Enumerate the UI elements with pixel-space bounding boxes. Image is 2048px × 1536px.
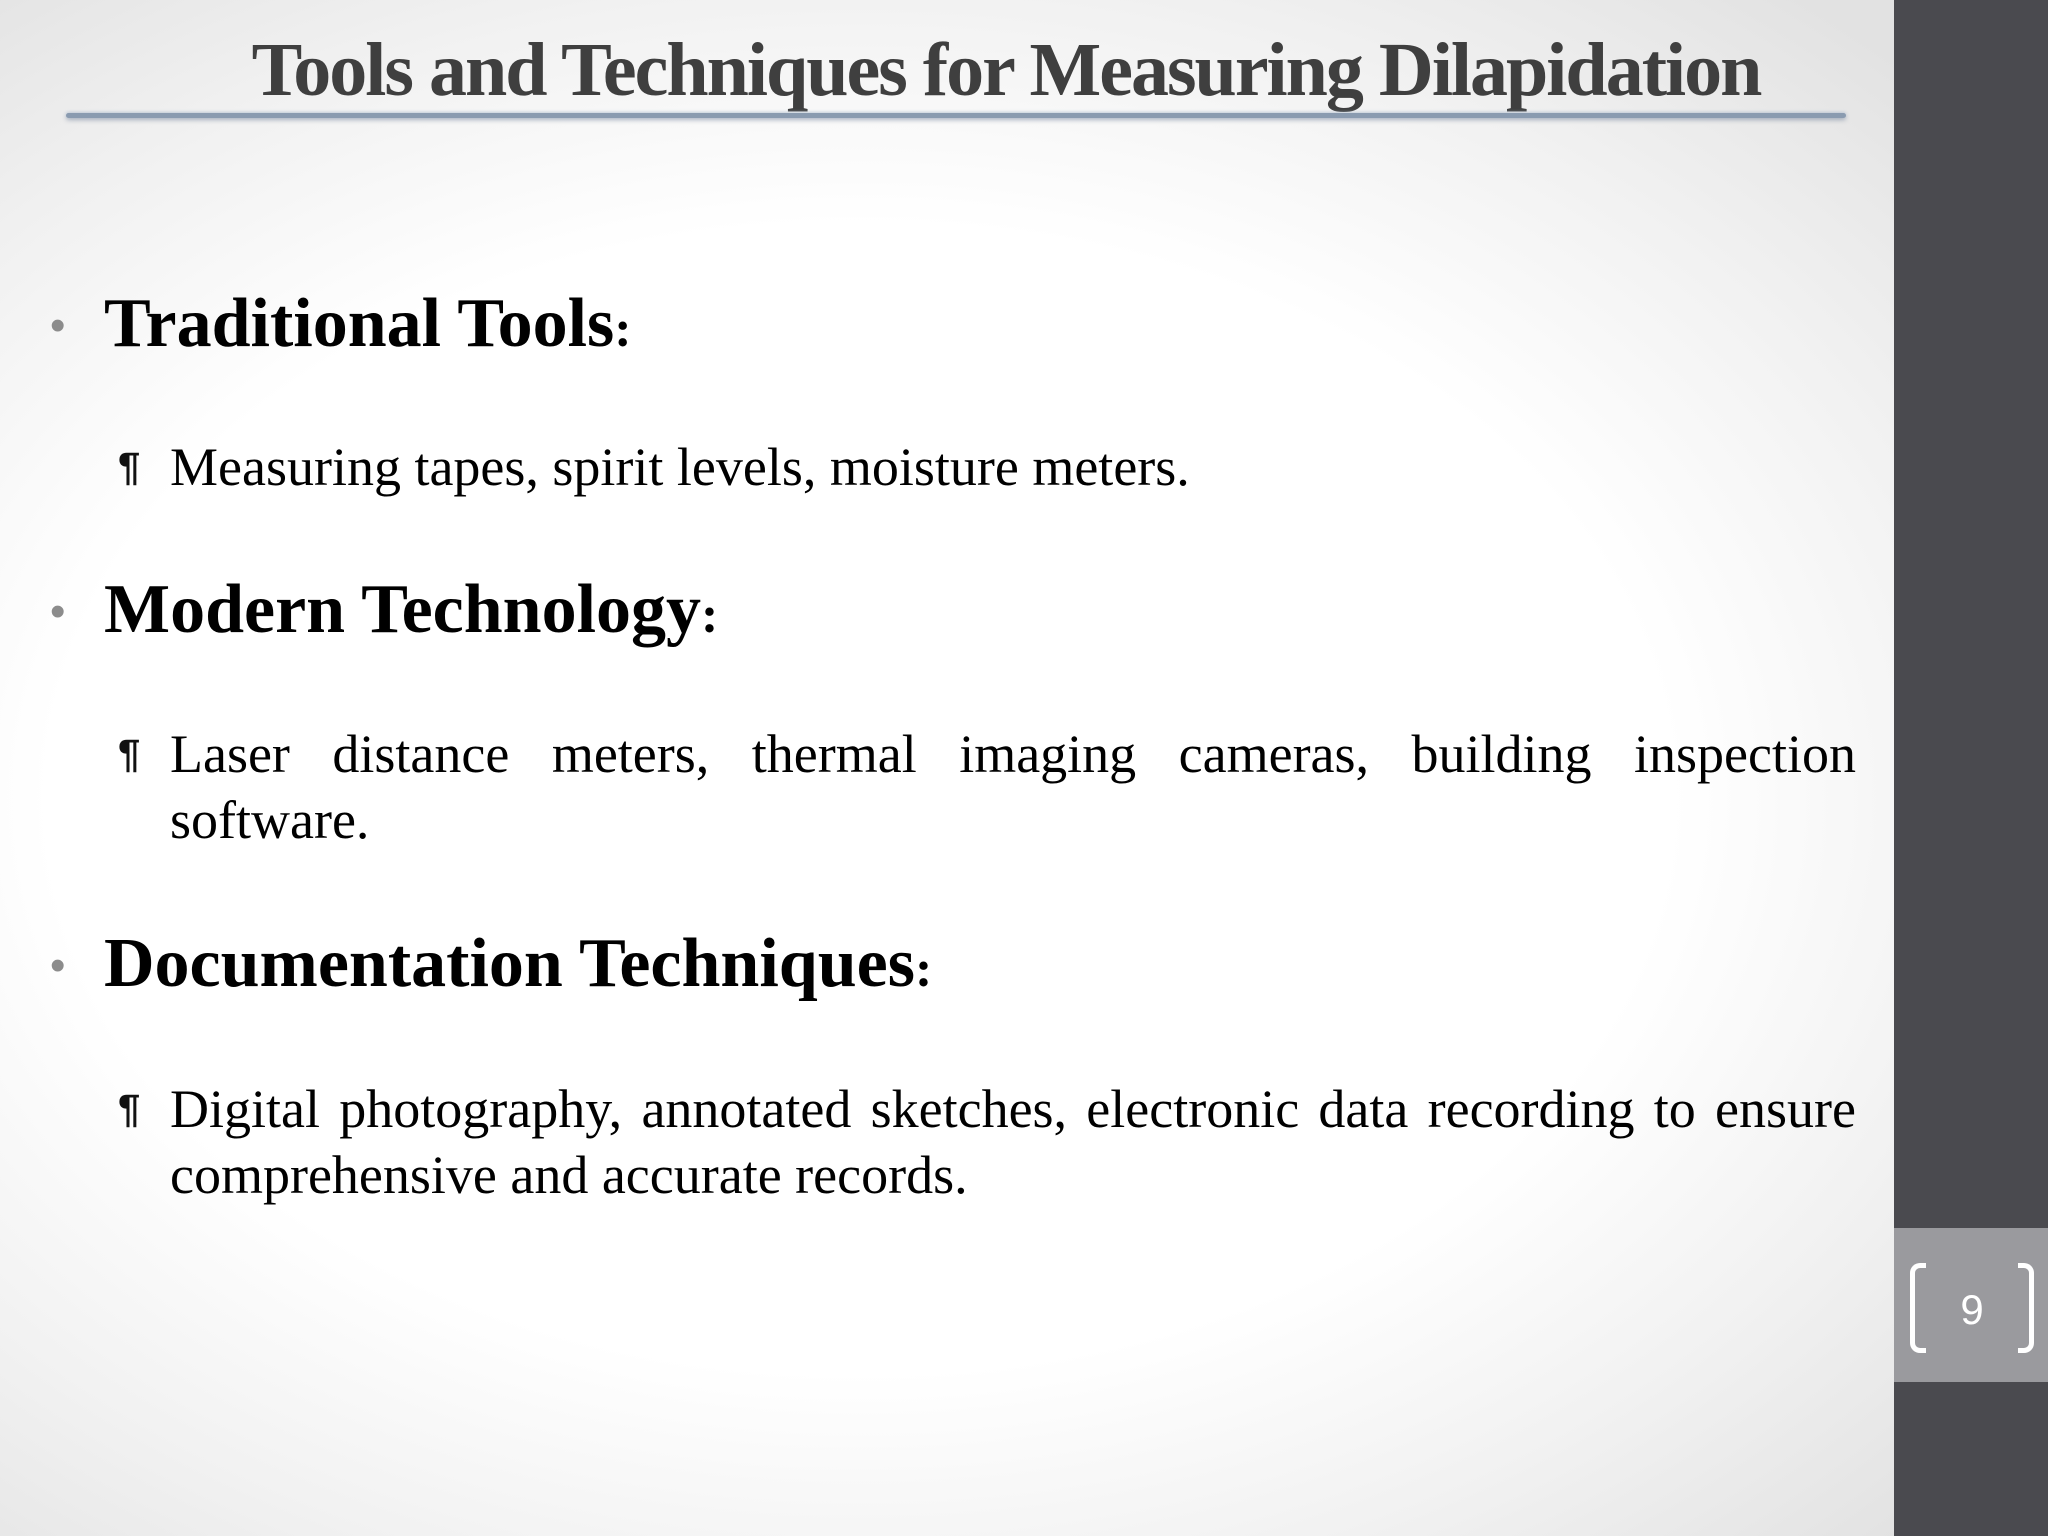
heading-text: Documentation Techniques (104, 925, 915, 1002)
heading-colon: : (914, 941, 933, 998)
heading-text: Traditional Tools (104, 285, 615, 362)
title-underline (66, 113, 1846, 118)
section-heading-documentation-techniques (104, 924, 932, 1010)
heading-colon: : (701, 587, 719, 644)
section-detail-modern-technology: Laser distance meters, thermal imaging cameras, building inspection software. (170, 724, 1856, 850)
heading-text: Modern Technology (104, 571, 702, 648)
section-heading-modern-technology (104, 570, 718, 656)
slide-title: Tools and Techniques for Measuring Dilapidation (251, 28, 1761, 112)
section-detail-traditional-tools: Measuring tapes, spirit levels, moisture meters. (170, 437, 1190, 497)
pilcrow-icon: ¶ (118, 445, 141, 489)
pilcrow-icon: ¶ (118, 732, 141, 776)
left-bracket-icon (1910, 1263, 1926, 1353)
bullet-icon: • (50, 587, 66, 636)
heading-colon: : (614, 301, 632, 358)
right-bracket-icon (2018, 1263, 2034, 1353)
section-heading-traditional-tools (104, 284, 632, 370)
page-number: 9 (1960, 1286, 1984, 1333)
section-detail-documentation-techniques: Digital photography, annotated sketches, electronic data recording to ensure comprehensive and accurate records. (170, 1079, 1856, 1205)
bullet-icon: • (50, 301, 66, 350)
bullet-icon: • (50, 941, 66, 990)
pilcrow-icon: ¶ (118, 1087, 141, 1131)
